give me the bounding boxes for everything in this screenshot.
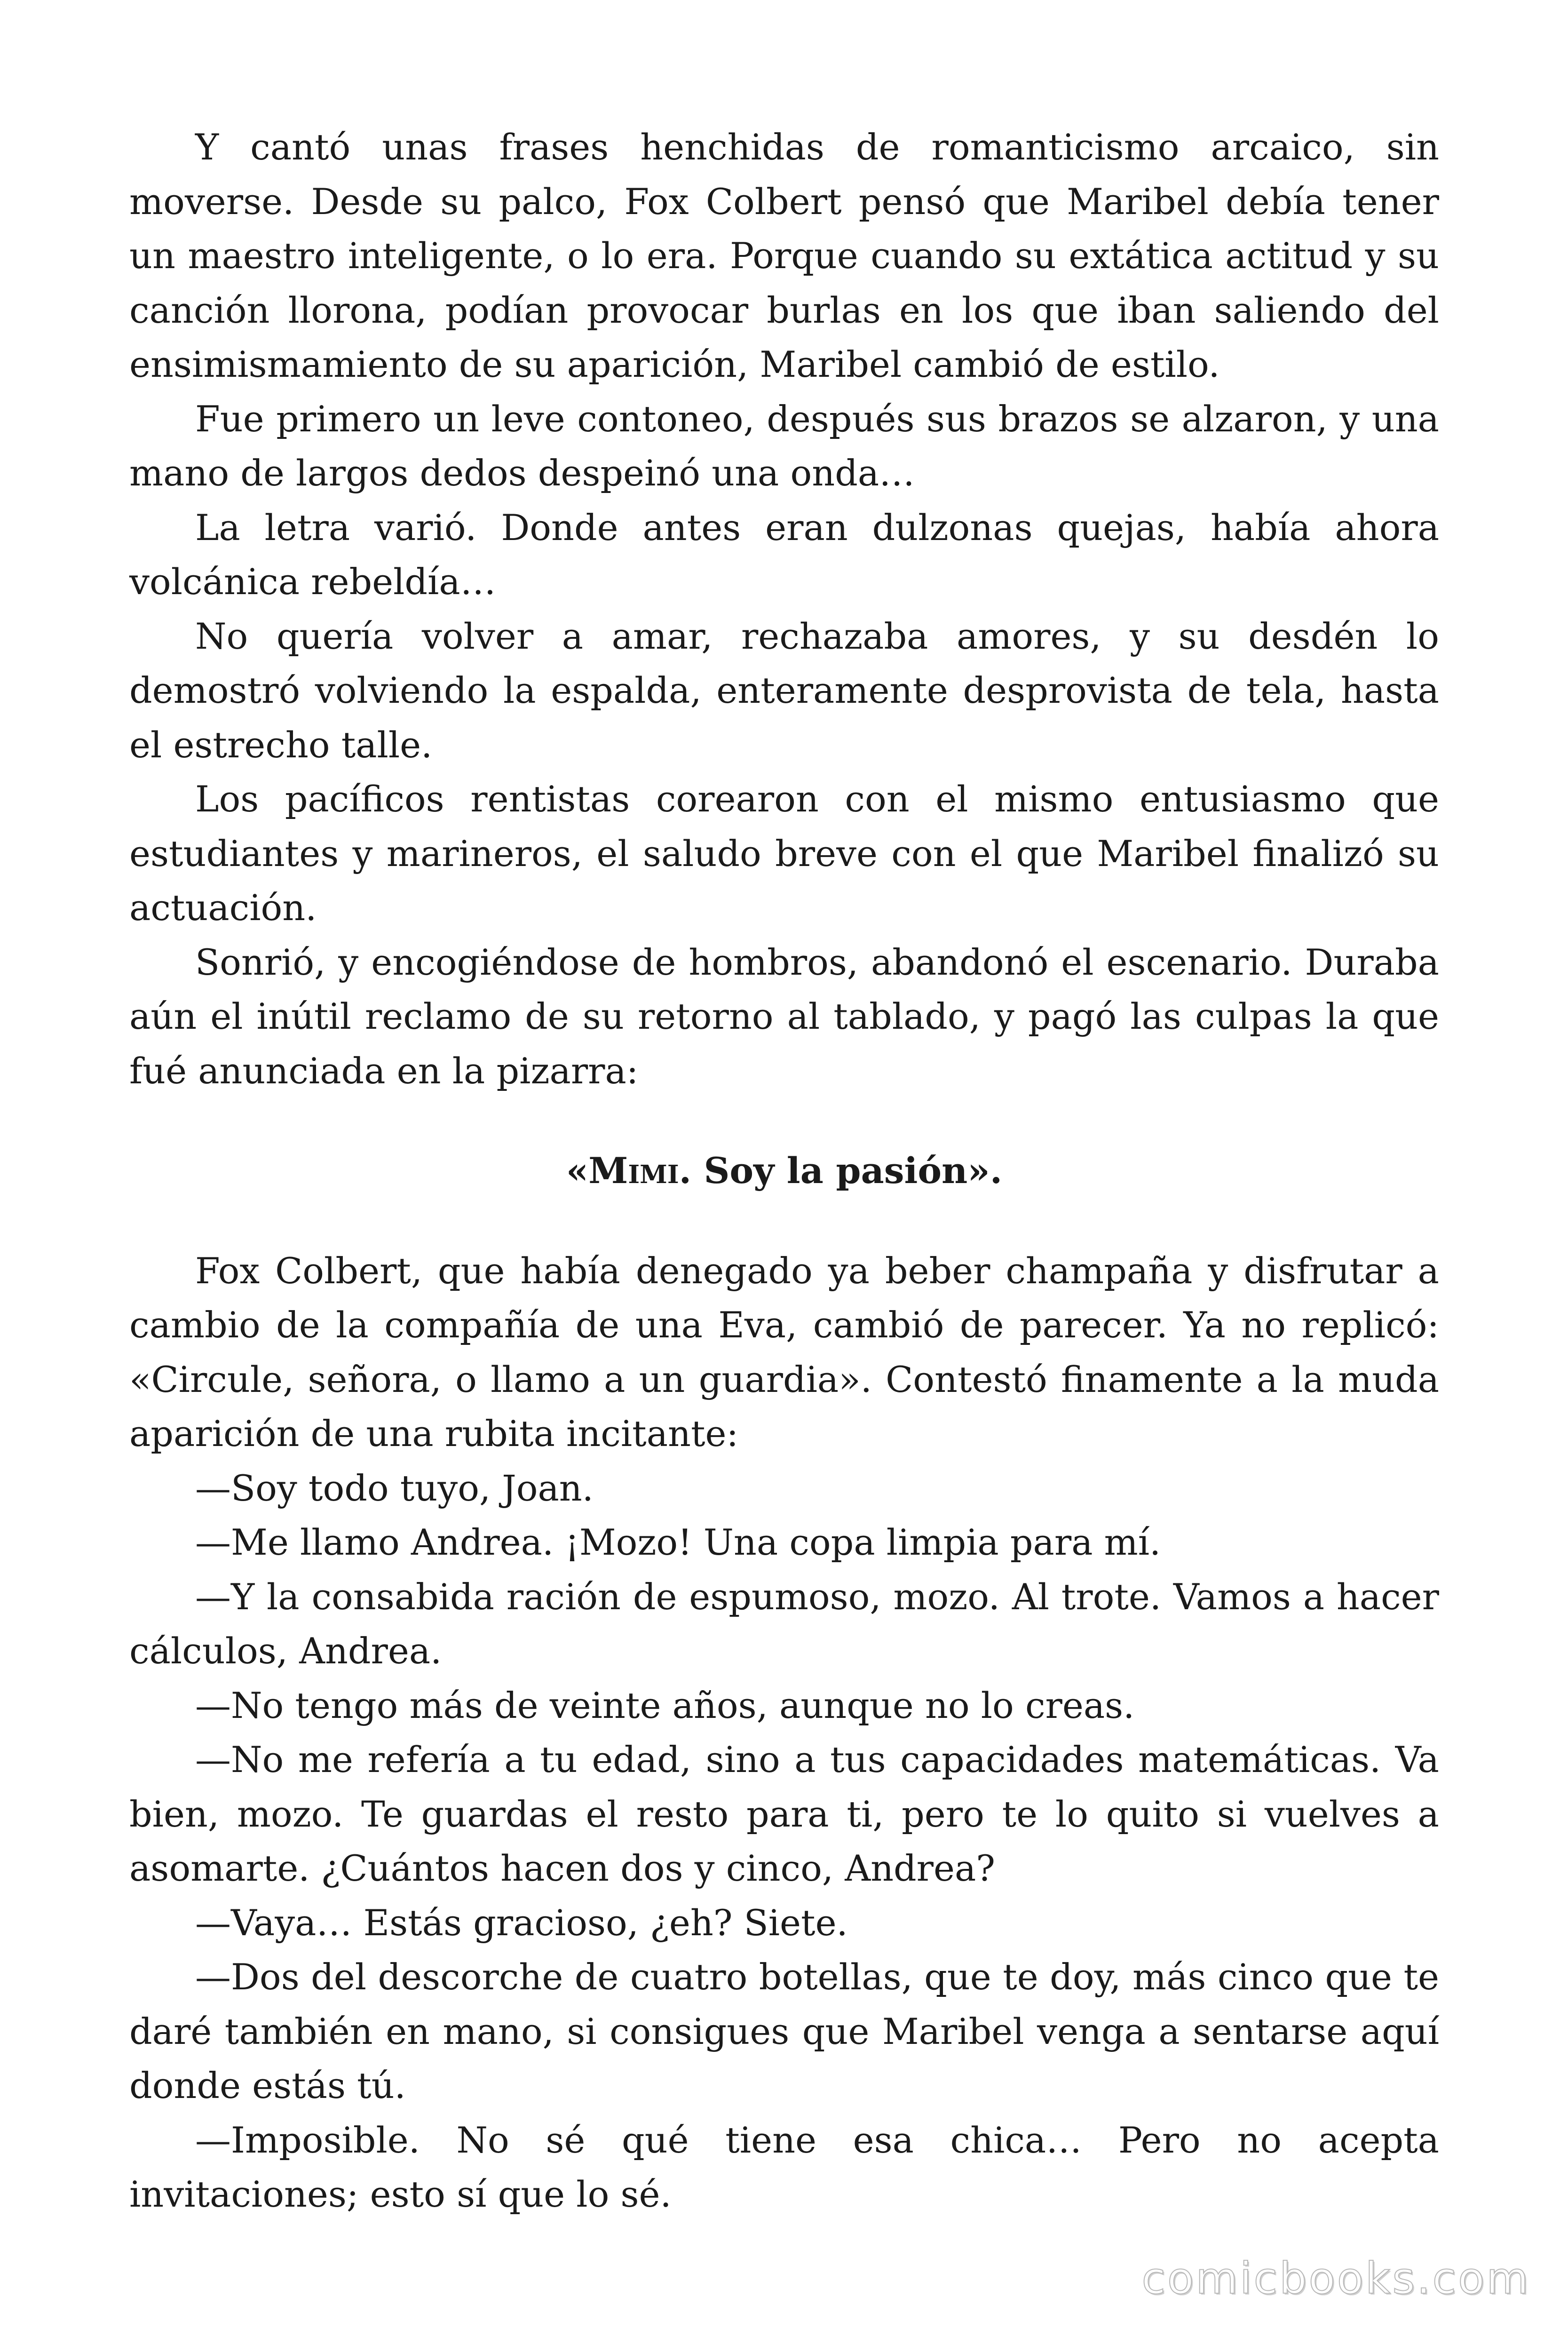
heading-rest: . Soy la pasión».	[679, 1150, 1003, 1192]
section-heading	[129, 1144, 1439, 1198]
dialogue-line: —Me llamo Andrea. ¡Mozo! Una copa limpia para mí.	[195, 1521, 1161, 1563]
paragraph: Fox Colbert, que había denegado ya beber champaña y disfrutar a cambio de la compañía de una Eva, cambió de parecer. Ya no replicó: «Circule, señora, o llamo a un guardia». Contestó finamente a la muda aparición de una rubita incitante:	[129, 1249, 1439, 1454]
paragraph: Fue primero un leve contoneo, después sus brazos se alzaron, y una mano de largos dedos despeinó una onda…	[129, 397, 1439, 494]
paragraph: Y cantó unas frases henchidas de romanticismo arcaico, sin moverse. Desde su palco, Fox Colbert pensó que Maribel debía tener un maestro inteligente, o lo era. Porque cuando su extática actitud y su canción llorona, podían provocar burlas en los que iban saliendo del ensimismamiento de su aparición, Maribel cambió de estilo.	[129, 126, 1439, 385]
dialogue-line: —No me refería a tu edad, sino a tus capacidades matemáticas. Va bien, mozo. Te guardas el resto para ti, pero te lo quito si vuelves a asomarte. ¿Cuántos hacen dos y cinco, Andrea?	[129, 1739, 1439, 1889]
paragraph: No quería volver a amar, rechazaba amores, y su desdén lo demostró volviendo la espalda, enteramente desprovista de tela, hasta el estrecho talle.	[129, 615, 1439, 766]
body-text	[129, 120, 1439, 2222]
heading-open-quote: «	[566, 1150, 589, 1192]
dialogue-line: —Dos del descorche de cuatro botellas, que te doy, más cinco que te daré también en mano, si consigues que Maribel venga a sentarse aquí donde estás tú.	[129, 1956, 1439, 2106]
paragraph: Sonrió, y encogiéndose de hombros, abandonó el escenario. Duraba aún el inútil reclamo de su retorno al tablado, y pagó las culpas la que fué anunciada en la pizarra:	[129, 941, 1439, 1092]
watermark: comicbooks.com	[1141, 2253, 1530, 2304]
paragraph: La letra varió. Donde antes eran dulzonas quejas, había ahora volcánica rebeldía…	[129, 506, 1439, 603]
dialogue-line: —Soy todo tuyo, Joan.	[195, 1467, 594, 1509]
paragraph: Los pacíficos rentistas corearon con el mismo entusiasmo que estudiantes y marineros, el saludo breve con el que Maribel finalizó su actuación.	[129, 778, 1439, 929]
dialogue-line: —Vaya… Estás gracioso, ¿eh? Siete.	[195, 1901, 848, 1944]
dialogue-line: —No tengo más de veinte años, aunque no lo creas.	[195, 1684, 1135, 1726]
heading-name: Mimi	[588, 1150, 679, 1192]
dialogue-line: —Imposible. No sé qué tiene esa chica… Pero no acepta invitaciones; esto sí que lo sé.	[129, 2119, 1439, 2215]
dialogue-line: —Y la consabida ración de espumoso, mozo. Al trote. Vamos a hacer cálculos, Andrea.	[129, 1575, 1439, 1672]
